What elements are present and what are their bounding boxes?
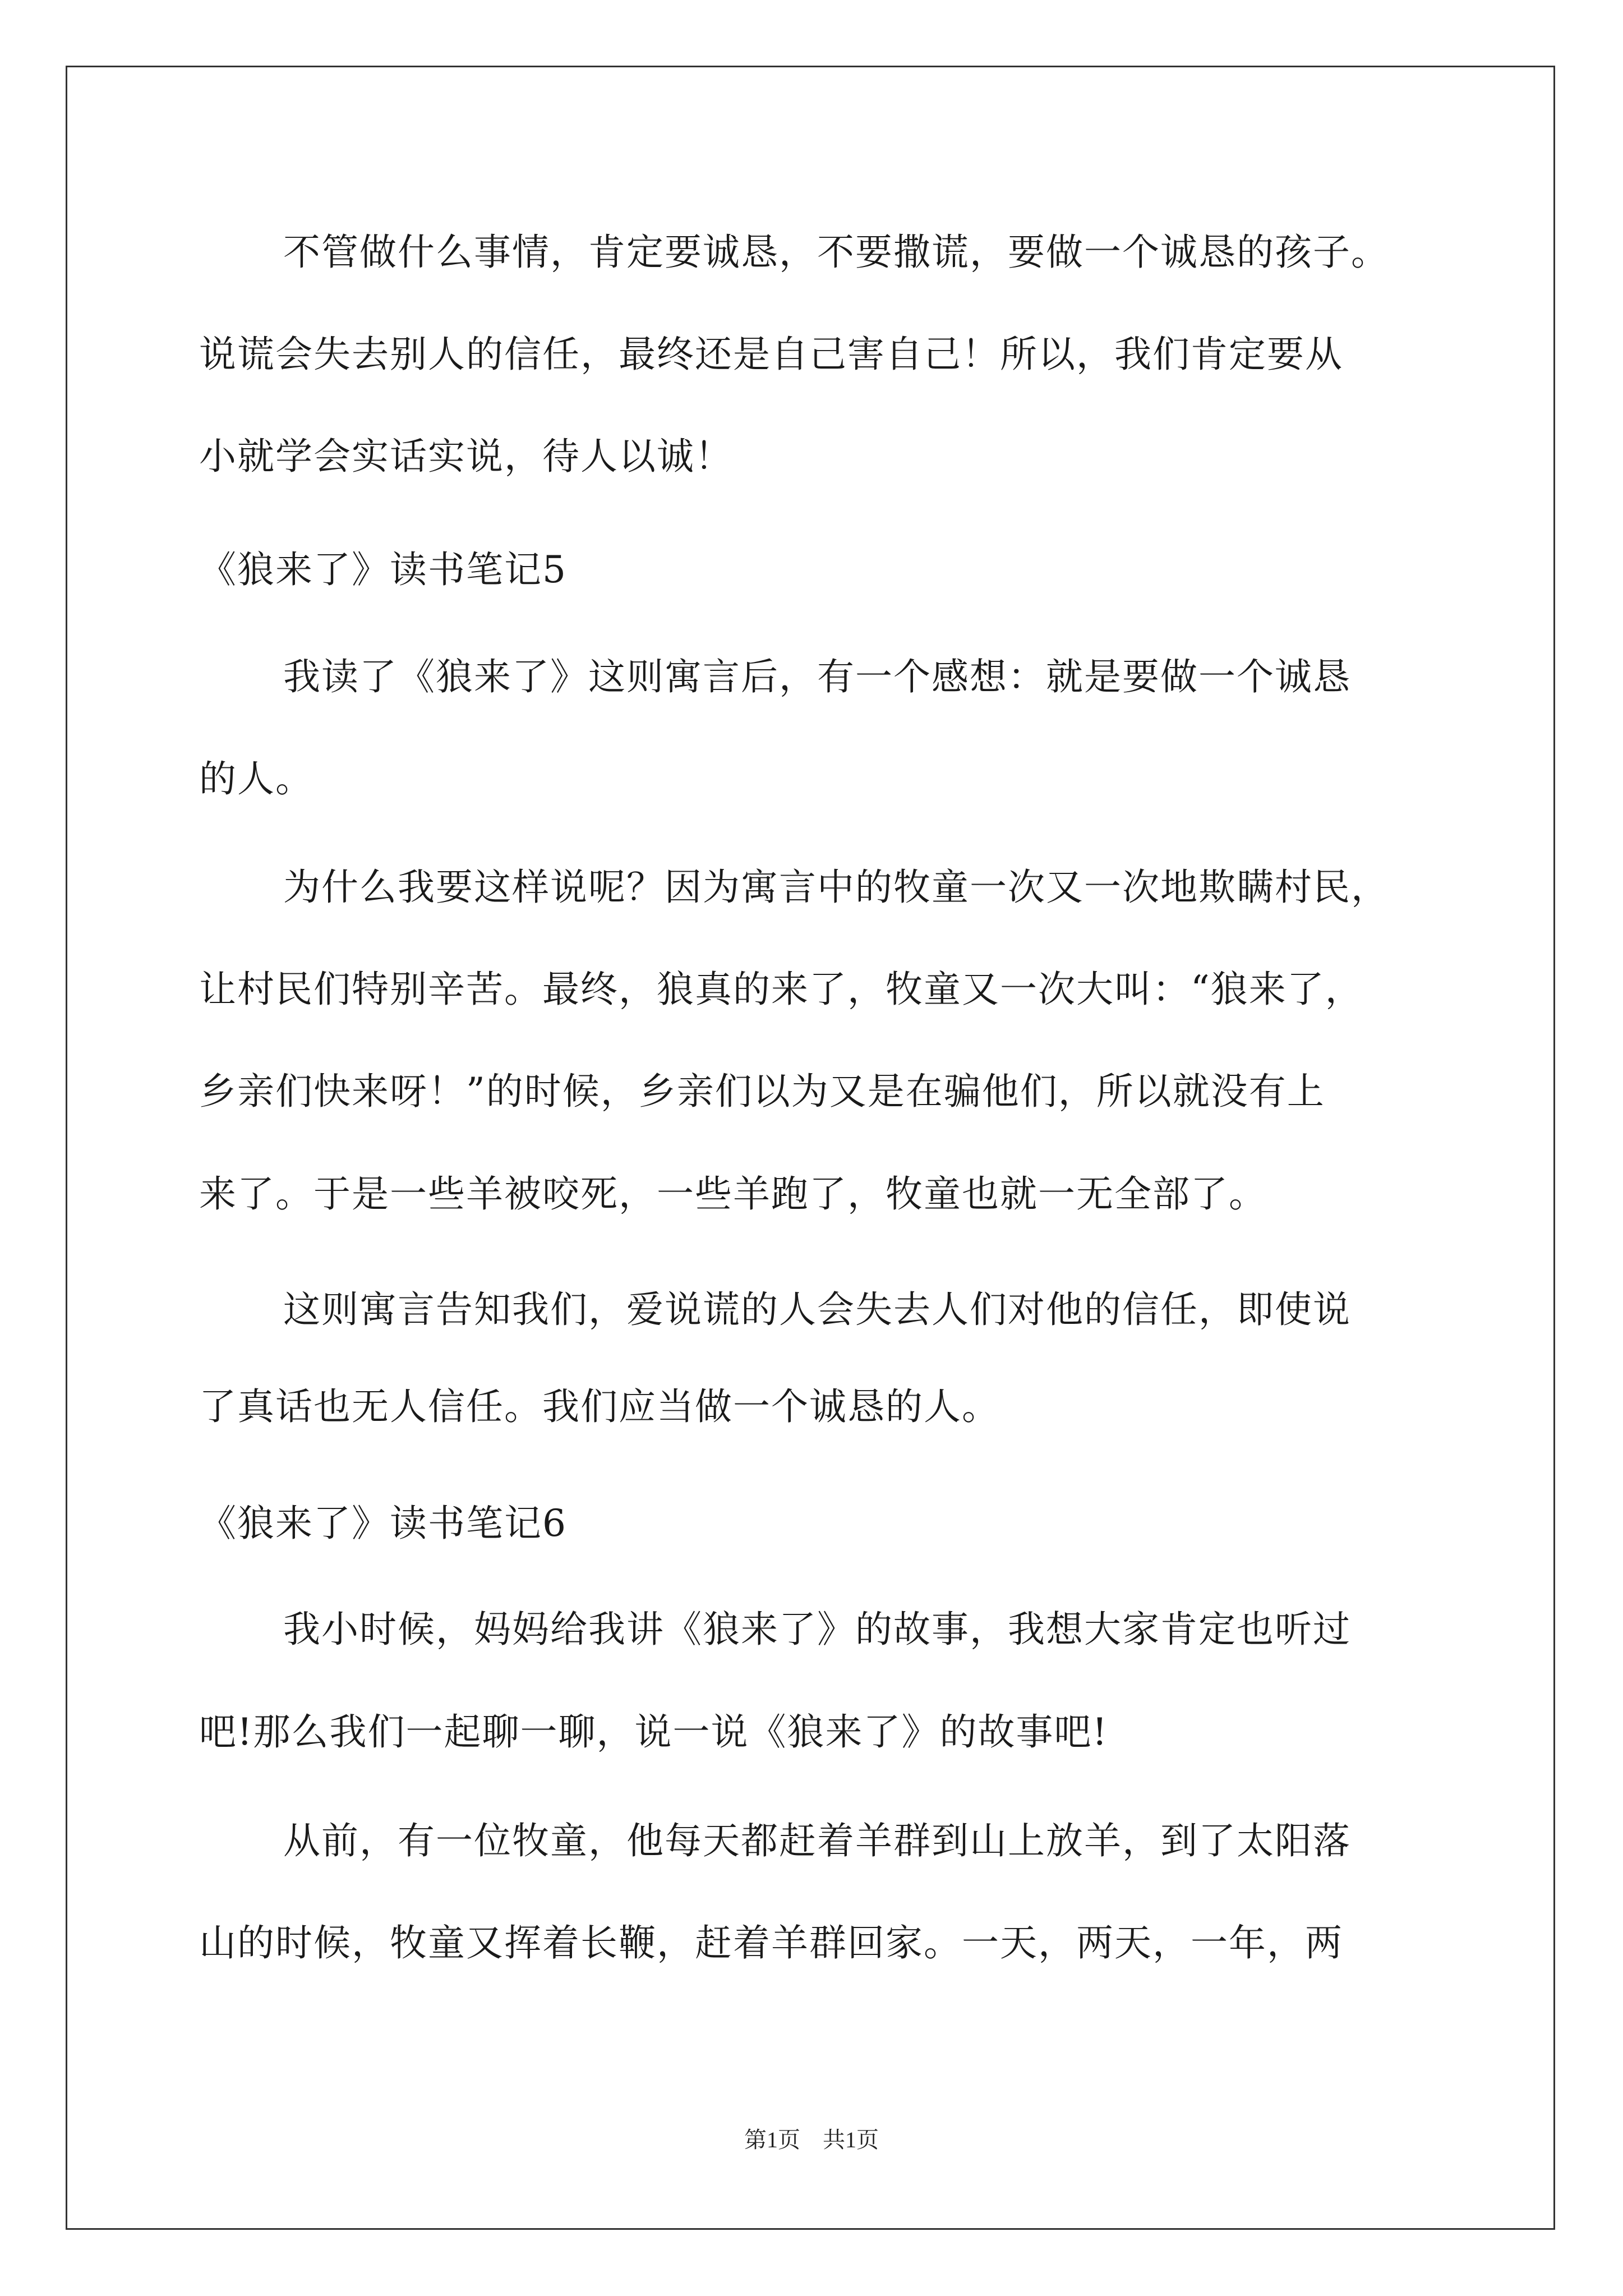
paragraph-line: 从前，有一位牧童，他每天都赶着羊群到山上放羊，到了太阳落 [283,1819,1351,1862]
paragraph-line: 乡亲们快来呀！”的时候，乡亲们以为又是在骗他们，所以就没有上 [199,1070,1325,1113]
paragraph-line: 山的时候，牧童又挥着长鞭，赶着羊群回家。一天，两天，一年，两 [199,1921,1343,1964]
paragraph-line: 让村民们特别辛苦。最终，狼真的来了，牧童又一次大叫：“狼来了， [199,968,1363,1011]
paragraph-line: 我读了《狼来了》这则寓言后，有一个感想：就是要做一个诚恳 [283,655,1351,698]
section-heading: 《狼来了》读书笔记6 [199,1502,567,1545]
section-heading: 《狼来了》读书笔记5 [199,548,567,591]
paragraph-line: 的人。 [199,757,313,800]
page-number-footer: 第1页 共1页 [744,2127,879,2152]
paragraph-line: 我小时候，妈妈给我讲《狼来了》的故事，我想大家肯定也听过 [283,1608,1351,1651]
paragraph-line: 吧!那么我们一起聊一聊，说一说《狼来了》的故事吧! [199,1710,1109,1754]
paragraph-line: 来了。于是一些羊被咬死，一些羊跑了，牧童也就一无全部了。 [199,1172,1267,1216]
paragraph-line: 不管做什么事情，肯定要诚恳，不要撒谎，要做一个诚恳的孩子。 [283,231,1389,274]
paragraph-line: 为什么我要这样说呢？因为寓言中的牧童一次又一次地欺瞒村民， [283,866,1389,909]
page-border [66,66,1555,2230]
paragraph-line: 小就学会实话实说，待人以诚！ [199,435,733,478]
paragraph-line: 这则寓言告知我们，爱说谎的人会失去人们对他的信任，即使说 [283,1288,1351,1331]
paragraph-line: 了真话也无人信任。我们应当做一个诚恳的人。 [199,1385,1000,1428]
paragraph-line: 说谎会失去别人的信任，最终还是自己害自己！所以，我们肯定要从 [199,333,1343,376]
